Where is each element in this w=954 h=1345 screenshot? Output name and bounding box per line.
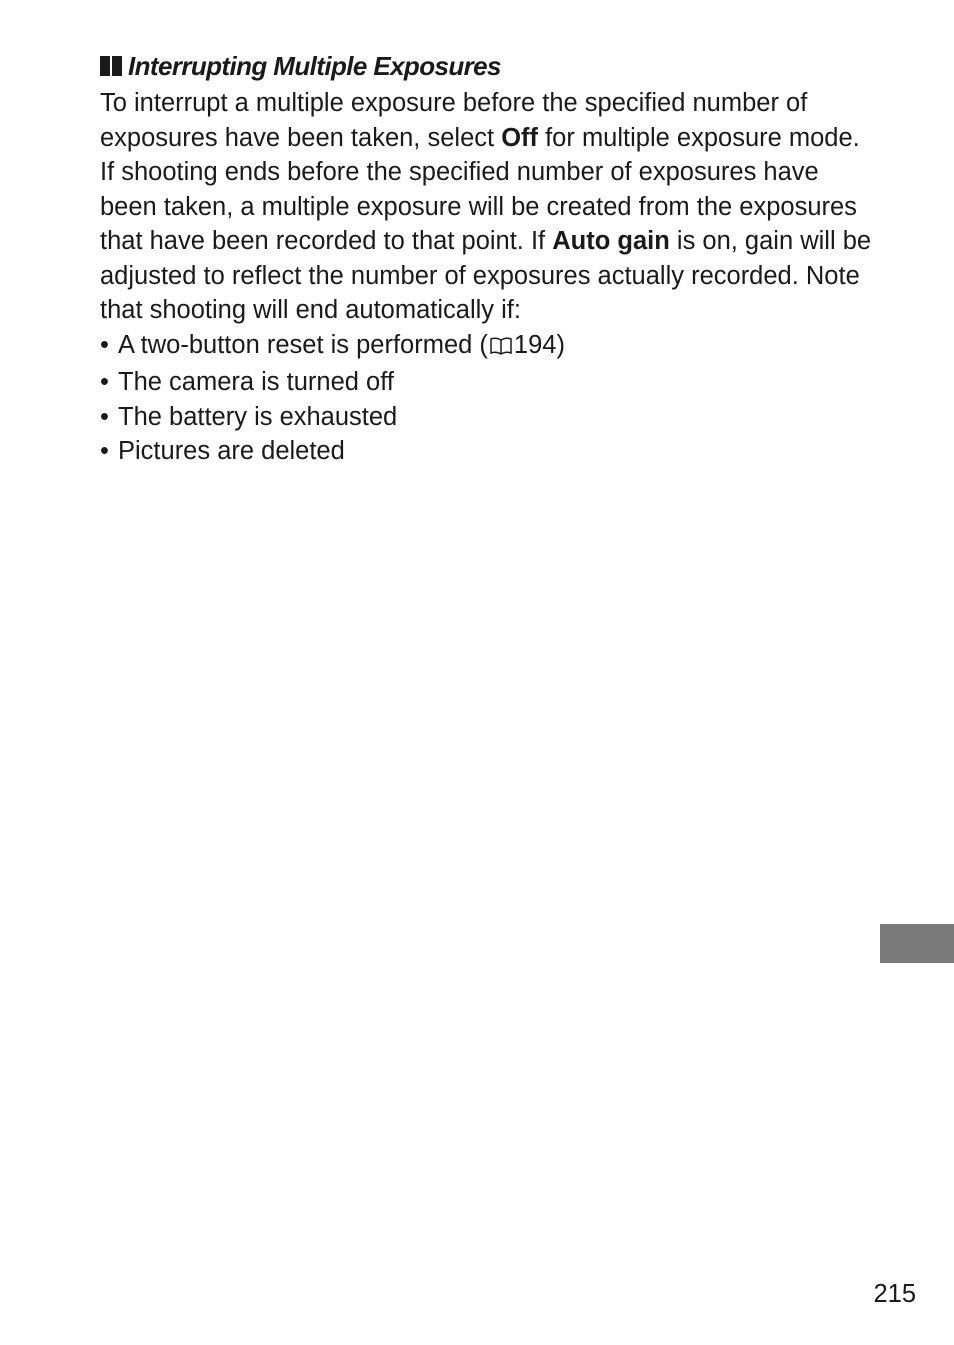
chapter-tab-marker <box>880 924 954 963</box>
bullet: • <box>100 330 109 359</box>
auto-gain-option-label: Auto gain <box>552 227 670 255</box>
list-item <box>100 400 880 435</box>
double-bar-icon <box>100 56 122 76</box>
list-item-text: A two-button reset is performed ( <box>118 330 488 359</box>
page-reference-link[interactable]: 194 <box>513 330 557 359</box>
bullet: • <box>100 437 109 465</box>
list-item <box>100 328 880 366</box>
list-item-text: Pictures are deleted <box>118 437 345 465</box>
body-paragraph <box>100 86 880 328</box>
bullet: • <box>100 368 109 396</box>
section-heading-text: Interrupting Multiple Exposures <box>128 51 501 81</box>
off-option-label: Off <box>501 123 539 152</box>
paragraph-part-2: for multiple exposure mode. If shooting ends before the specified number of exposures have been taken, a multiple exposure will be created from the exposures that have been recorded to that point. If <box>100 123 860 255</box>
page-number: 215 <box>873 1280 916 1308</box>
list-item-close: ) <box>556 330 565 359</box>
book-icon <box>490 331 512 366</box>
page-content <box>100 48 880 469</box>
list-item-text: The battery is exhausted <box>118 402 398 431</box>
condition-list <box>100 328 880 469</box>
paragraph-part-1: To interrupt a multiple exposure before the specified number of exposures have been taken, select <box>100 89 808 152</box>
list-item <box>100 434 880 469</box>
list-item <box>100 365 880 400</box>
bullet: • <box>100 402 109 431</box>
paragraph-part-3: is on, gain will be adjusted to reflect the number of exposures actually recorded. Note that shooting will end automatically if: <box>100 227 872 324</box>
section-heading <box>100 48 880 84</box>
list-item-text: The camera is turned off <box>118 368 394 396</box>
